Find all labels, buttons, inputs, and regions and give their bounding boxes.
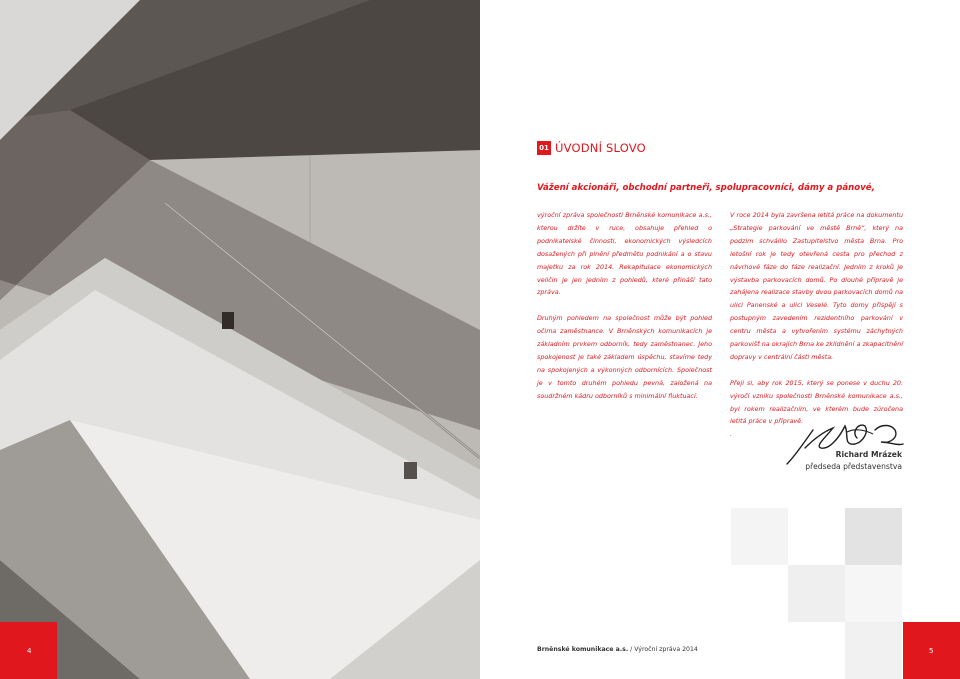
footer-company: Brněnské komunikace a.s.	[537, 646, 629, 653]
left-page-number: 4	[27, 647, 32, 655]
paragraph: Přeji si, aby rok 2015, který se ponese v duchu 20. výročí vzniku společnosti Brněnské komunikace a.s., byl rokem realizačním, ve kterém bude zúročena letitá práce v přípravě.	[730, 378, 903, 426]
text-column-left	[537, 209, 712, 415]
paragraph: Druhým pohledem na společnost může být pohled očima zaměstnance. V Brněnských komunikacích je základním prvkem odborník, tedy zaměstnanec. Jeho spokojenost je také základem úspěchu, stavíme tedy na spokojených a výkonných odbornících. Společnost je v tomto druhém pohledu pevná, založená na soudržném kádru odborníků s minimální fluktuací.	[537, 314, 712, 400]
signer-role: předseda představenstva	[805, 462, 902, 471]
decor-tile	[845, 508, 902, 565]
decor-tile	[845, 622, 902, 679]
right-page-number: 5	[929, 647, 934, 655]
paragraph: výroční zpráva společnosti Brněnské komunikace a.s., kterou držíte v ruce, obsahuje přehled o podnikatelské činnosti, ekonomických výsledcích dosažených při plnění předmětu podnikání a o stavu majetku za rok 2014. Rekapitulace ekonomických veličin je jen jedním z pohledů, které přináší tato zpráva.	[537, 211, 712, 297]
paragraph-dot: .	[730, 430, 733, 439]
decor-tile	[788, 565, 845, 622]
chapter-number-badge: 01	[537, 141, 551, 155]
salutation: Vážení akcionáři, obchodní partneři, spolupracovníci, dámy a pánové,	[537, 183, 875, 193]
decor-tile	[845, 565, 902, 622]
text-column-right	[730, 209, 903, 441]
decor-tile	[731, 508, 788, 565]
footer-document: / Výroční zpráva 2014	[628, 646, 698, 653]
signer-name: Richard Mrázek	[835, 450, 902, 459]
footer	[537, 646, 698, 653]
paragraph: V roce 2014 byla završena letitá práce na dokumentu „Strategie parkování ve městě Brně“, který na podzim schválilo Zastupitelstvo města Brna. Pro letošní rok je tedy otevřená cesta pro přechod z návrhové fáze do fáze realizační. Jedním z kroků je výstavba parkovacích domů. Po dlouhé přípravě je zahájena realizace stavby dvou parkovacích domů na ulici Panenské a ulici Veselé. Tyto domy přispějí s postupným zavedením rezidentního parkování v centru města a vytvořením systému záchytných parkovišť na okrajích Brna ke zklidnění a zkapacitnění dopravy v centrální části města.	[730, 211, 903, 361]
signer-block	[805, 449, 902, 473]
chapter-title: ÚVODNÍ SLOVO	[555, 141, 646, 155]
